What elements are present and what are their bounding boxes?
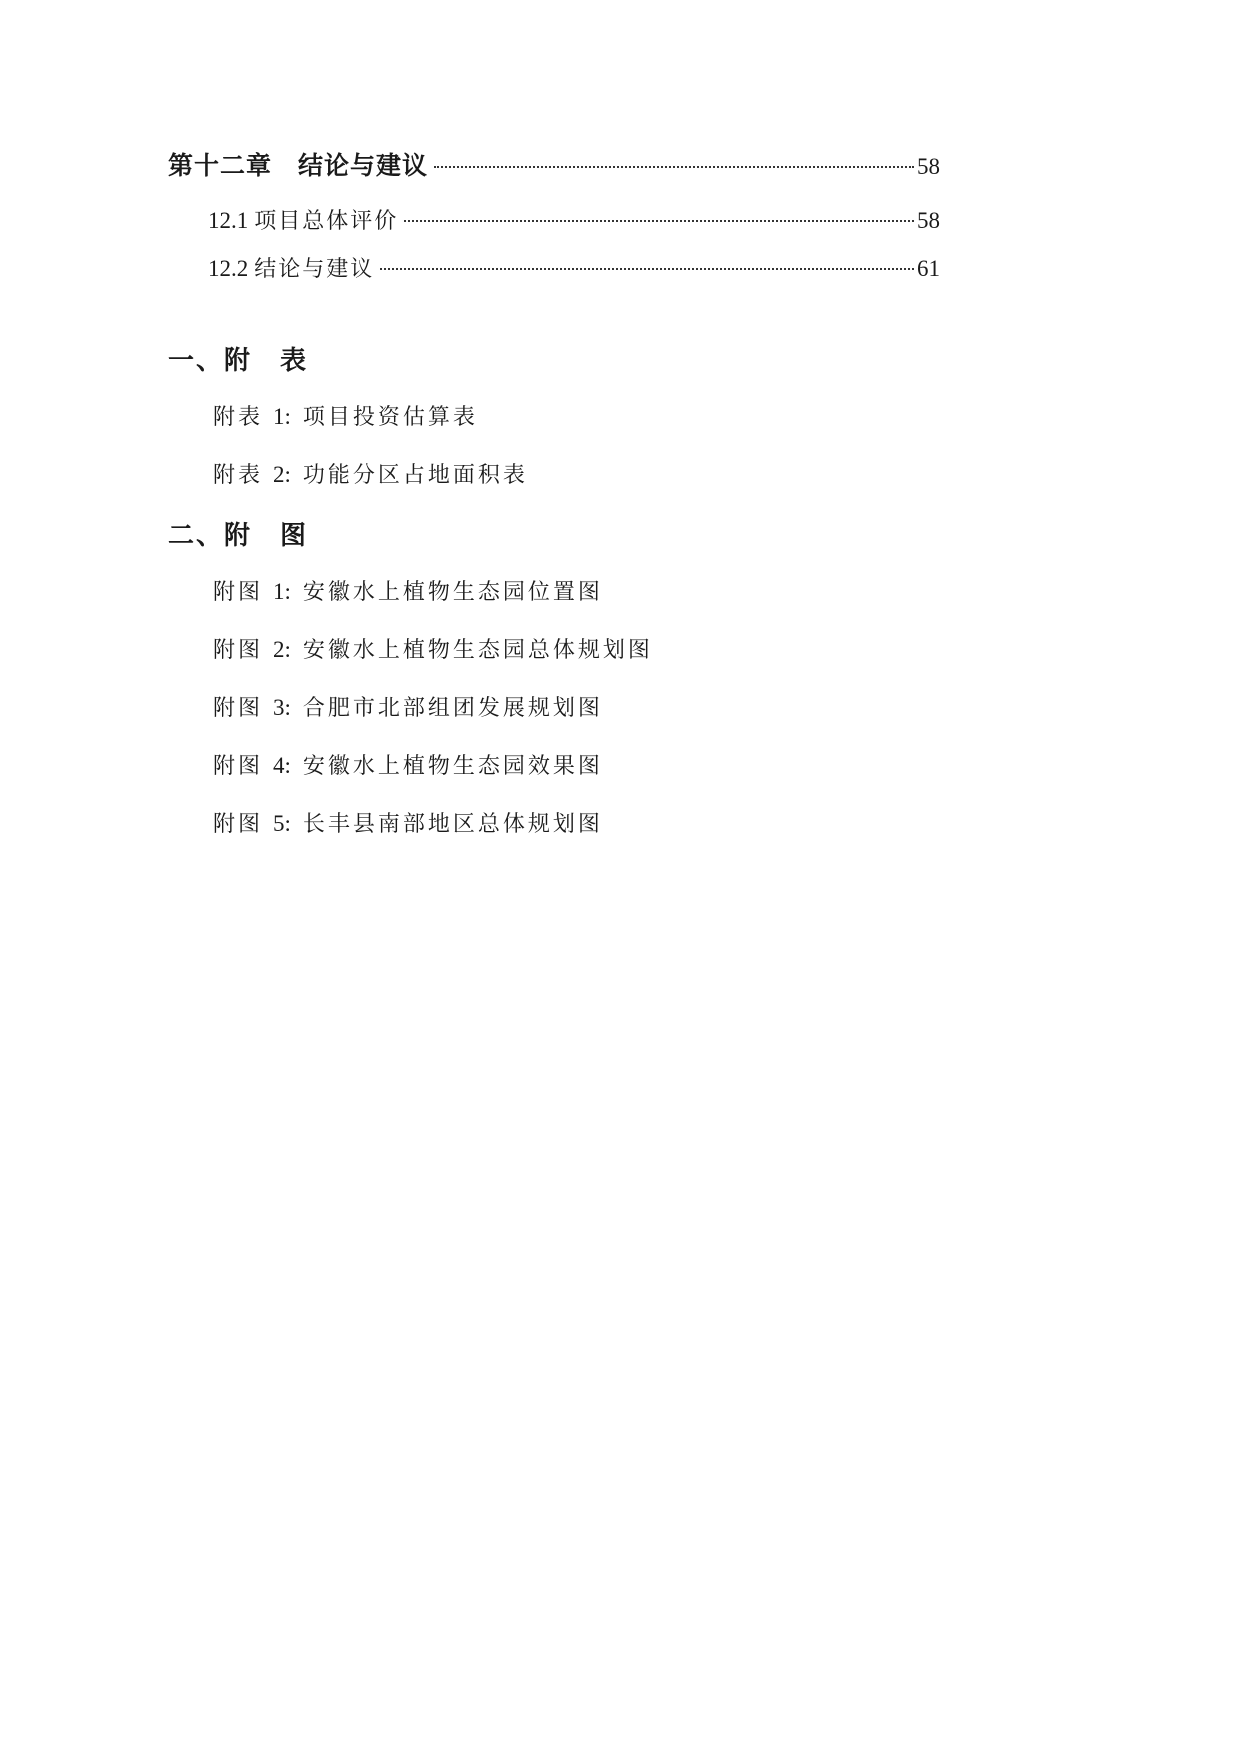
item-label: 附图 4: [213,753,291,779]
toc-chapter-entry[interactable] [168,146,940,182]
item-label: 附图 3: [213,695,291,721]
subsection-page-number: 61 [917,256,940,281]
appendix-table-item[interactable] [213,458,528,489]
item-title: 功能分区占地面积表 [302,463,528,488]
chapter-title: 第十二章 结论与建议 [168,151,429,180]
subsection-title: 12.2 结论与建议 [208,256,375,282]
dot-leader [434,166,914,168]
appendix-tables-heading: 一、附 表 [168,346,309,376]
item-label: 附表 2: [213,462,291,488]
appendix-figure-item[interactable] [213,691,603,722]
item-title: 安徽水上植物生态园总体规划图 [302,638,653,663]
item-title: 长丰县南部地区总体规划图 [302,812,603,837]
dot-leader [404,220,914,222]
appendix-figure-item[interactable] [213,807,603,838]
toc-subsection-entry[interactable] [208,204,940,235]
toc-subsection-entry[interactable] [208,252,940,283]
item-label: 附图 5: [213,811,291,837]
appendix-figure-item[interactable] [213,575,603,606]
item-title: 合肥市北部组团发展规划图 [302,696,603,721]
item-title: 安徽水上植物生态园位置图 [302,580,603,605]
appendix-figures-heading: 二、附 图 [168,521,309,551]
appendix-figure-item[interactable] [213,633,653,664]
subsection-page-number: 58 [917,208,940,233]
item-label: 附表 1: [213,404,291,430]
item-title: 安徽水上植物生态园效果图 [302,754,603,779]
appendix-figure-item[interactable] [213,749,603,780]
subsection-title: 12.1 项目总体评价 [208,208,399,234]
item-label: 附图 2: [213,637,291,663]
item-title: 项目投资估算表 [302,405,478,430]
dot-leader [380,268,914,270]
chapter-page-number: 58 [917,154,940,179]
item-label: 附图 1: [213,579,291,605]
appendix-table-item[interactable] [213,400,478,431]
